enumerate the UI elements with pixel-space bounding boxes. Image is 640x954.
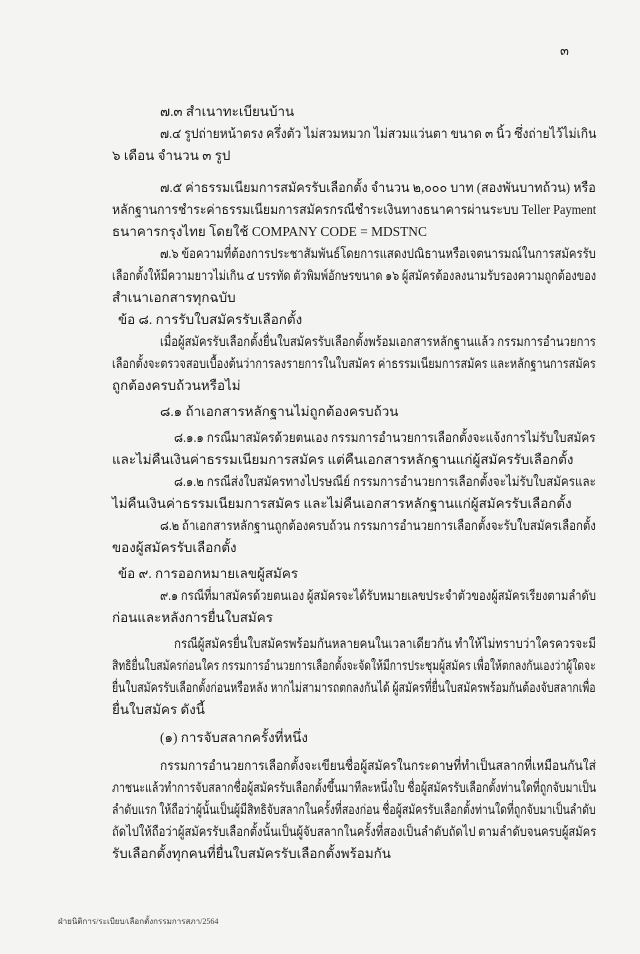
footer-reference: ฝ่ายนิติการ/ระเบียบ/เลือกตั้งกรรมการสภา/2564: [58, 917, 219, 926]
lottery-round-1-heading: (๑) การจับสลากครั้งที่หนึ่ง: [160, 730, 308, 745]
item-8-1-2-cont: ไม่คืนเงินค่าธรรมเนียมการสมัคร และไม่คืนเอกสารหลักฐานแก่ผู้สมัครรับเลือกตั้ง: [112, 496, 572, 511]
lottery-para-5: รับเลือกตั้งทุกคนที่ยื่นใบสมัครรับเลือกตั้งพร้อมกัน: [112, 846, 391, 861]
item-7-6: ๗.๖ ข้อความที่ต้องการประชาสัมพันธ์โดยการแสดงปณิธานหรือเจตนารมณ์ในการสมัครรับ: [160, 246, 596, 261]
item-9-1-cont: ก่อนและหลังการยื่นใบสมัคร: [112, 610, 273, 625]
item-8-1-1: ๘.๑.๑ กรณีมาสมัครด้วยตนเอง กรรมการอำนวยการเลือกตั้งจะแจ้งการไม่รับใบสมัคร: [174, 430, 596, 445]
page-number: ๓: [560, 43, 569, 58]
item-7-6-cont-2: สำเนาเอกสารทุกฉบับ: [112, 290, 236, 305]
section-8-para-2: เลือกตั้งจะตรวจสอบเบื้องต้นว่าการลงรายการในใบสมัคร ค่าธรรมเนียมการสมัคร และหลักฐานการสมัคร: [112, 356, 596, 371]
item-8-2-cont: ของผู้สมัครรับเลือกตั้ง: [112, 540, 237, 555]
item-8-2: ๘.๒ ถ้าเอกสารหลักฐานถูกต้องครบถ้วน กรรมการอำนวยการเลือกตั้งจะรับใบสมัครเลือกตั้ง: [160, 518, 596, 533]
section-8-heading: ข้อ ๘. การรับใบสมัครรับเลือกตั้ง: [118, 312, 303, 327]
simultaneous-para-3: ยื่นใบสมัครรับเลือกตั้งก่อนหรือหลัง หากไม่สามารถตกลงกันได้ ผู้สมัครที่ยื่นใบสมัครพร้อมกันต้องจับสลากเพื่อ: [112, 680, 596, 695]
lottery-para-1: กรรมการอำนวยการเลือกตั้งจะเขียนชื่อผู้สมัครในกระดาษที่ทำเป็นสลากที่เหมือนกันใส่: [160, 758, 596, 773]
item-7-5-cont-1: หลักฐานการชำระค่าธรรมเนียมการสมัครกรณีชำระเงินทางธนาคารผ่านระบบ Teller Payment: [112, 202, 597, 217]
section-8-para-1: เมื่อผู้สมัครรับเลือกตั้งยื่นใบสมัครรับเลือกตั้งพร้อมเอกสารหลักฐานแล้ว กรรมการอำนวยการ: [160, 334, 596, 349]
section-8-para-3: ถูกต้องครบถ้วนหรือไม่: [112, 378, 241, 393]
lottery-para-3: ลำดับแรก ให้ถือว่าผู้นั้นเป็นผู้มีสิทธิจับสลากในครั้งที่สองก่อน ชื่อผู้สมัครรับเลือกตั้งท่านใดที่ถูกจับมาเป็นลำดับ: [112, 802, 596, 817]
item-7-4-cont: ๖ เดือน จำนวน ๓ รูป: [112, 148, 231, 163]
item-7-6-cont-1: เลือกตั้งให้มีความยาวไม่เกิน ๔ บรรทัด ตัวพิมพ์อักษรขนาด ๑๖ ผู้สมัครต้องลงนามรับรองความถูกต้องของ: [112, 268, 597, 283]
item-8-1: ๘.๑ ถ้าเอกสารหลักฐานไม่ถูกต้องครบถ้วน: [160, 404, 399, 419]
simultaneous-para-1: กรณีผู้สมัครยื่นใบสมัครพร้อมกันหลายคนในเวลาเดียวกัน ทำให้ไม่ทราบว่าใครควรจะมี: [174, 636, 596, 651]
item-8-1-2: ๘.๑.๒ กรณีส่งใบสมัครทางไปรษณีย์ กรรมการอำนวยการเลือกตั้งจะไม่รับใบสมัครและ: [174, 474, 596, 489]
section-9-heading: ข้อ ๙. การออกหมายเลขผู้สมัคร: [118, 566, 299, 581]
lottery-para-4: ถัดไปให้ถือว่าผู้สมัครรับเลือกตั้งนั้นเป็นผู้จับสลากในครั้งที่สองเป็นลำดับถัดไป ตามลำดับจนครบผู้สมัคร: [112, 824, 597, 839]
item-7-5: ๗.๕ ค่าธรรมเนียมการสมัครรับเลือกตั้ง จำนวน ๒,๐๐๐ บาท (สองพันบาทถ้วน) หรือ: [160, 180, 596, 195]
item-7-5-cont-2: ธนาคารกรุงไทย โดยใช้ COMPANY CODE = MDSTNC: [112, 224, 427, 239]
item-9-1: ๙.๑ กรณีที่มาสมัครด้วยตนเอง ผู้สมัครจะได้รับหมายเลขประจำตัวของผู้สมัครเรียงตามลำดับ: [160, 588, 596, 603]
item-8-1-1-cont: และไม่คืนเงินค่าธรรมเนียมการสมัคร แต่คืนเอกสารหลักฐานแก่ผู้สมัครรับเลือกตั้ง: [112, 452, 574, 467]
simultaneous-para-4: ยื่นใบสมัคร ดังนี้: [112, 702, 205, 717]
item-7-4: ๗.๔ รูปถ่ายหน้าตรง ครึ่งตัว ไม่สวมหมวก ไม่สวมแว่นตา ขนาด ๓ นิ้ว ซึ่งถ่ายไว้ไม่เกิน: [160, 126, 597, 141]
lottery-para-2: ภาชนะแล้วทำการจับสลากชื่อผู้สมัครรับเลือกตั้งขึ้นมาทีละหนึ่งใบ ชื่อผู้สมัครรับเลือกตั้งท่านใดที่ถูกจับมาเป็น: [112, 780, 597, 795]
simultaneous-para-2: สิทธิยื่นใบสมัครก่อนใคร กรรมการอำนวยการเลือกตั้งจะจัดให้มีการประชุมผู้สมัคร เพื่อให้ตกลงกันเองว่าผู้ใดจะ: [112, 658, 596, 673]
item-7-3: ๗.๓ สำเนาทะเบียนบ้าน: [160, 104, 295, 119]
